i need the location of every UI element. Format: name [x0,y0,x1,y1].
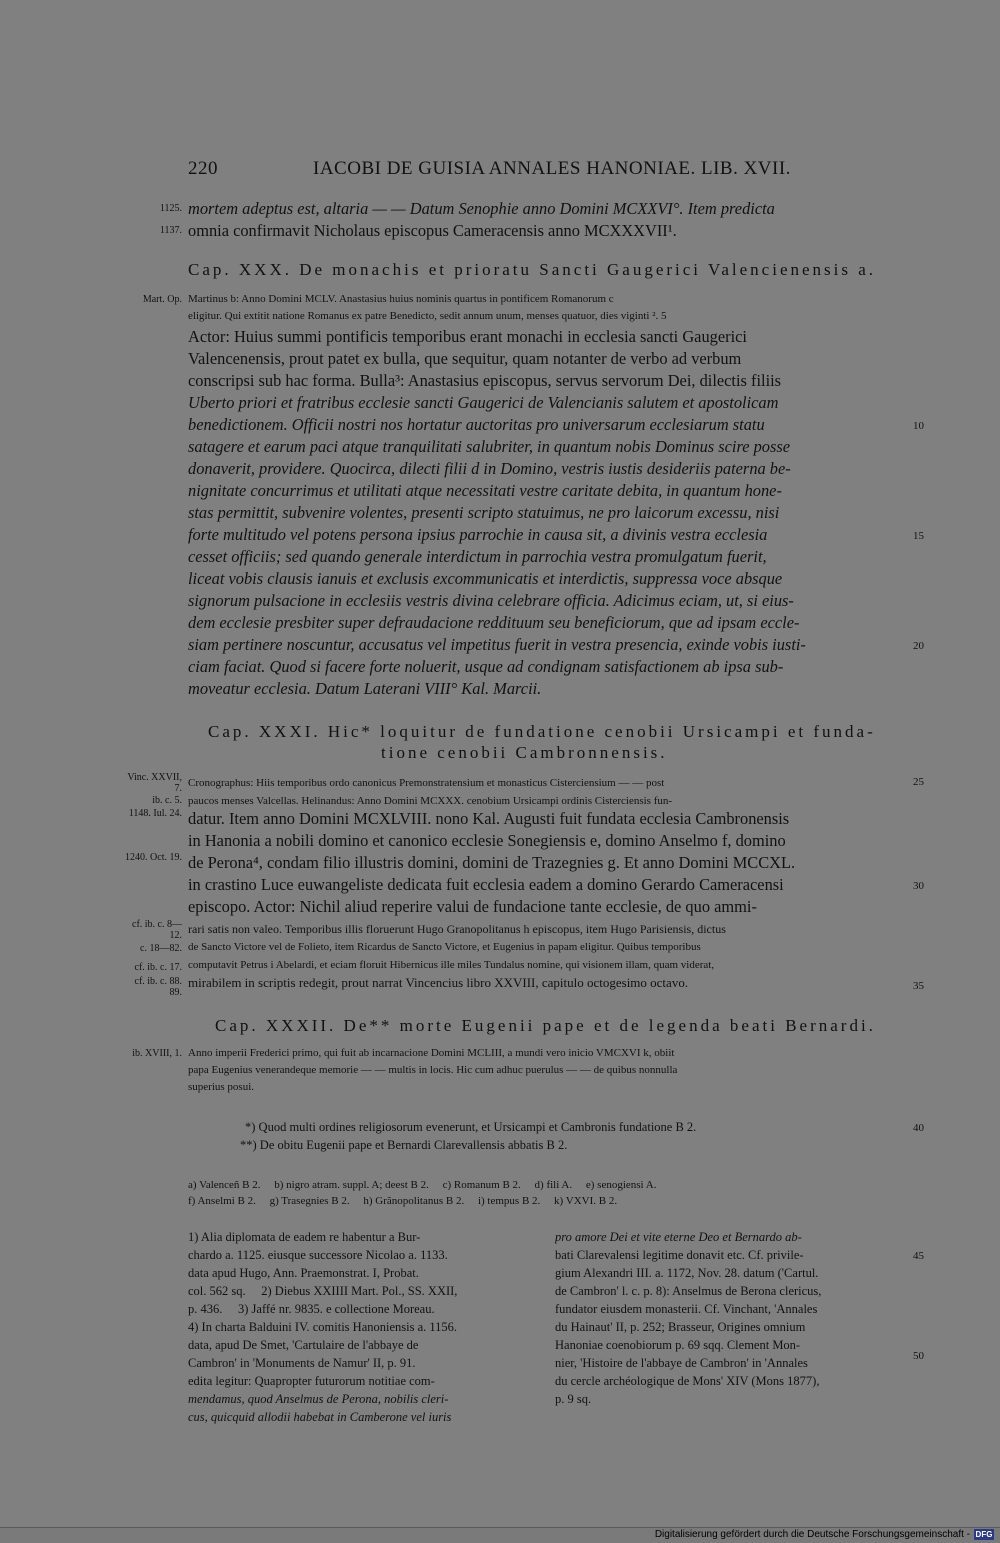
dfg-logo-icon: DFG [975,1530,993,1539]
footnote-line: edita legitur: Quapropter futurorum notitiae com- [188,1374,435,1388]
footnote-line: Cambron' in 'Monuments de Namur' II, p. 91. [188,1356,416,1370]
text-line: Actor: Huius summi pontificis temporibus erant monachi in ecclesia sancti Gaugerici [188,327,747,346]
footnote-line: fundator eiusdem monasterii. Cf. Vinchant, 'Annales [555,1302,818,1316]
text-line: satagere et earum paci atque tranquilitati salubriter, in quantum nobis Dominus scire posse [188,437,791,456]
small-text-line: Cronographus: Hiis temporibus ordo canonicus Premonstratensium et monasticus Cisterciensium — — post [188,777,665,789]
line-number: 50 [913,1350,924,1362]
mixed-text-line: mirabilem in scriptis redegit, prout narrat Vincencius libro XXVIII, capitulo octogesimo octavo. [188,975,689,990]
text-line: dem ecclesie presbiter super defraudacione reddituum seu beneficiorum, que ad ipsam eccle- [188,613,800,632]
margin-note: ib. c. 5. [152,795,182,806]
chapter-heading: Cap. XXX. De monachis et prioratu Sancti Gaugerici Valencienensis a. [188,260,877,279]
text-line: in crastino Luce euwangeliste dedicata fuit ecclesia eadem a domino Gerardo Cameracensi [188,875,784,894]
text-line: episcopo. Actor: Nichil aliud reperire valui de fundacione tante ecclesie, de quo ammi- [188,897,757,916]
margin-note: ib. XVIII, 1. [132,1048,182,1059]
footnote-line: col. 562 sq. 2) Diebus XXIIII Mart. Pol., SS. XXII, [188,1284,458,1298]
margin-note: cf. ib. c. 17. [134,962,182,973]
star-note: *) Quod multi ordines religiosorum evenerunt, et Ursicampi et Cambronis fundatione B 2. [245,1120,697,1134]
line-number: 30 [913,880,924,892]
footnote-line: cus, quicquid allodii habebat in Camberone vel iuris [188,1410,452,1424]
footnote-line: 1) Alia diplomata de eadem re habentur a Bur- [188,1230,421,1244]
text-line: Valencenensis, prout patet ex bulla, que sequitur, quam notanter de verbo ad verbum [188,349,742,368]
small-text-line: eligitur. Qui extitit natione Romanus ex patre Benedicto, sedit annum unum, menses quatuor, dies viginti ². 5 [188,310,667,322]
text-line: liceat vobis clausis ianuis et exclusis excommunicatis et interdictis, suppressa voce absque [188,569,783,588]
small-text-line: computavit Petrus i Abelardi, et eciam floruit Hibernicus ille miles Tundalus nomine, qui visionem illam, quam viderat, [188,959,715,971]
variant-readings: f) Anselmi B 2. g) Trasegnies B 2. h) Grãnopolitanus B 2. i) tempus B 2. k) VXVI. B 2. [188,1195,618,1207]
line-number: 20 [913,640,924,652]
footnote-line: gium Alexandri III. a. 1172, Nov. 28. datum ('Cartul. [555,1266,819,1280]
running-title: IACOBI DE GUISIA ANNALES HANONIAE. LIB. XVII. [313,158,791,179]
text-line: omnia confirmavit Nicholaus episcopus Cameracensis anno MCXXXVII¹. [188,221,677,240]
variant-readings: a) Valenceñ B 2. b) nigro atram. suppl. A; deest B 2. c) Romanum B 2. d) fili A. e) senogiensi A. [188,1179,657,1191]
text-line: de Perona⁴, condam filio illustris domini, domini de Trazegnies g. Et anno Domini MCCXL. [188,853,796,872]
line-number: 15 [913,530,924,542]
dfg-credit-text: Digitalisierung gefördert durch die Deutsche Forschungsgemeinschaft - [654,1529,970,1540]
footnote-line: du cercle archéologique de Mons' XIV (Mons 1877), [555,1374,820,1388]
text-line: benedictionem. Officii nostri nos hortatur auctoritas pro universarum ecclesiarum statu [188,415,765,434]
line-number: 45 [913,1250,924,1262]
footnote-line: nier, 'Histoire de l'abbaye de Cambron' in 'Annales [555,1356,808,1370]
small-text-line: de Sancto Victore vel de Folieto, item Ricardus de Sancto Victore, et Eugenius in papam eligitur. Quibus temporibus [188,941,701,953]
text-line: moveatur ecclesia. Datum Laterani VIII° Kal. Marcii. [188,679,542,698]
footnote-line: p. 9 sq. [555,1392,592,1406]
text-line: nignitate concurrimus et utilitati atque necessitati vestre caritate debita, in quantum hone- [188,481,782,500]
footnote-line: du Hainaut' II, p. 252; Brasseur, Origines omnium [555,1320,806,1334]
chapter-heading: Cap. XXXI. Hic* loquitur de fundatione cenobii Ursicampi et funda- [208,722,876,741]
chapter-heading: Cap. XXXII. De** morte Eugenii pape et de legenda beati Bernardi. [215,1016,876,1035]
line-number: 10 [913,420,924,432]
text-line: ciam faciat. Quod si facere forte noluerit, usque ad condignam satisfactionem ab ipsa sub- [188,657,784,676]
margin-note: Vinc. XXVII, 7. [127,772,182,794]
margin-note: Mart. Op. [142,294,182,305]
line-number: 25 [913,776,924,788]
text-line: signorum pulsacione in ecclesiis vestris divina celebrare officia. Adicimus eciam, ut, si eius- [188,591,794,610]
footnote-line: p. 436. 3) Jaffé nr. 9835. e collectione Moreau. [188,1302,435,1316]
text-line: Uberto priori et fratribus ecclesie sancti Gaugerici de Valencianis salutem et apostolicam [188,393,779,412]
text-line: stas permittit, subvenire volentes, presenti scripto statuimus, ne pro laicorum excessu, nisi [188,503,780,522]
footnote-line: Hanoniae coenobiorum p. 69 sqq. Clement Mon- [555,1338,801,1352]
margin-note: cf. ib. c. 8—12. [132,919,182,941]
text-line: in Hanonia a nobili domino et canonico ecclesie Sonegiensis e, domino Anselmo f, domino [188,831,786,850]
footnote-line: mendamus, quod Anselmus de Perona, nobilis cleri- [188,1392,449,1406]
footnote-line: pro amore Dei et vite eterne Deo et Bernardo ab- [555,1230,802,1244]
footnote-line: bati Clarevalensi legitime donavit etc. Cf. privile- [555,1248,804,1262]
text-line: donaverit, providere. Quocirca, dilecti filii d in Domino, vestris iustis desideriis paterna be- [188,459,791,478]
text-line: mortem adeptus est, altaria — — Datum Senophie anno Domini MCXXVI°. Item predicta [188,199,775,218]
chapter-heading-continued: tione cenobii Cambronnensis. [381,743,668,762]
margin-note: 1137. [159,225,182,236]
margin-note: 1240. Oct. 19. [125,852,182,863]
margin-note: c. 18—82. [140,943,182,954]
line-number: 40 [913,1122,924,1134]
text-line: datur. Item anno Domini MCXLVIII. nono Kal. Augusti fuit fundata ecclesia Cambronensis [188,809,790,828]
text-line: siam pertinere noscuntur, accusatus vel impetitus fuerit in vestra presencia, exinde vobis iusti- [188,635,806,654]
text-line: conscripsi sub hac forma. Bulla³: Anastasius episcopus, servus servorum Dei, dilectis filiis [188,371,782,390]
footnote-line: de Cambron' l. c. p. 8): Anselmus de Berona clericus, [555,1284,822,1298]
small-text-line: superius posui. [188,1081,254,1093]
page-number: 220 [188,158,218,179]
footnote-line: 4) In charta Balduini IV. comitis Hanoniensis a. 1156. [188,1320,458,1334]
small-text-line: Martinus b: Anno Domini MCLV. Anastasius huius nominis quartus in pontificem Romanorum c [188,293,614,305]
footnote-line: chardo a. 1125. eiusque successore Nicolao a. 1133. [188,1248,448,1262]
text-line: cesset officiis; sed quando generale interdictum in parrochia vestra promulgatum fuerit, [188,547,767,566]
line-number: 35 [913,980,924,992]
mixed-text-line: rari satis non valeo. Temporibus illis floruerunt Hugo Granopolitanus h episcopus, item Hugo Parisiensis, dictus [188,922,726,936]
small-text-line: Anno imperii Frederici primo, qui fuit ab incarnacione Domini MCLIII, a mundi vero inicio VMCXVI k, obiit [188,1047,675,1059]
margin-note: cf. ib. c. 88. 89. [134,976,182,998]
margin-note: 1148. Iul. 24. [128,808,182,819]
star-note: **) De obitu Eugenii pape et Bernardi Clarevallensis abbatis B 2. [240,1138,568,1152]
text-line: forte multitudo vel potens persona ipsius parrochie in causa sit, a divinis vestra ecclesia [188,525,768,544]
footnote-line: data, apud De Smet, 'Cartulaire de l'abbaye de [188,1338,419,1352]
margin-note: 1125. [159,203,182,214]
small-text-line: paucos menses Valcellas. Helinandus: Anno Domini MCXXX. cenobium Ursicampi ordinis Cisterciensis fun- [188,795,673,807]
footnote-line: data apud Hugo, Ann. Praemonstrat. I, Probat. [188,1266,419,1280]
small-text-line: papa Eugenius venerandeque memorie — — multis in locis. Hic cum adhuc puerulus — — de quibus nonnulla [188,1064,678,1076]
